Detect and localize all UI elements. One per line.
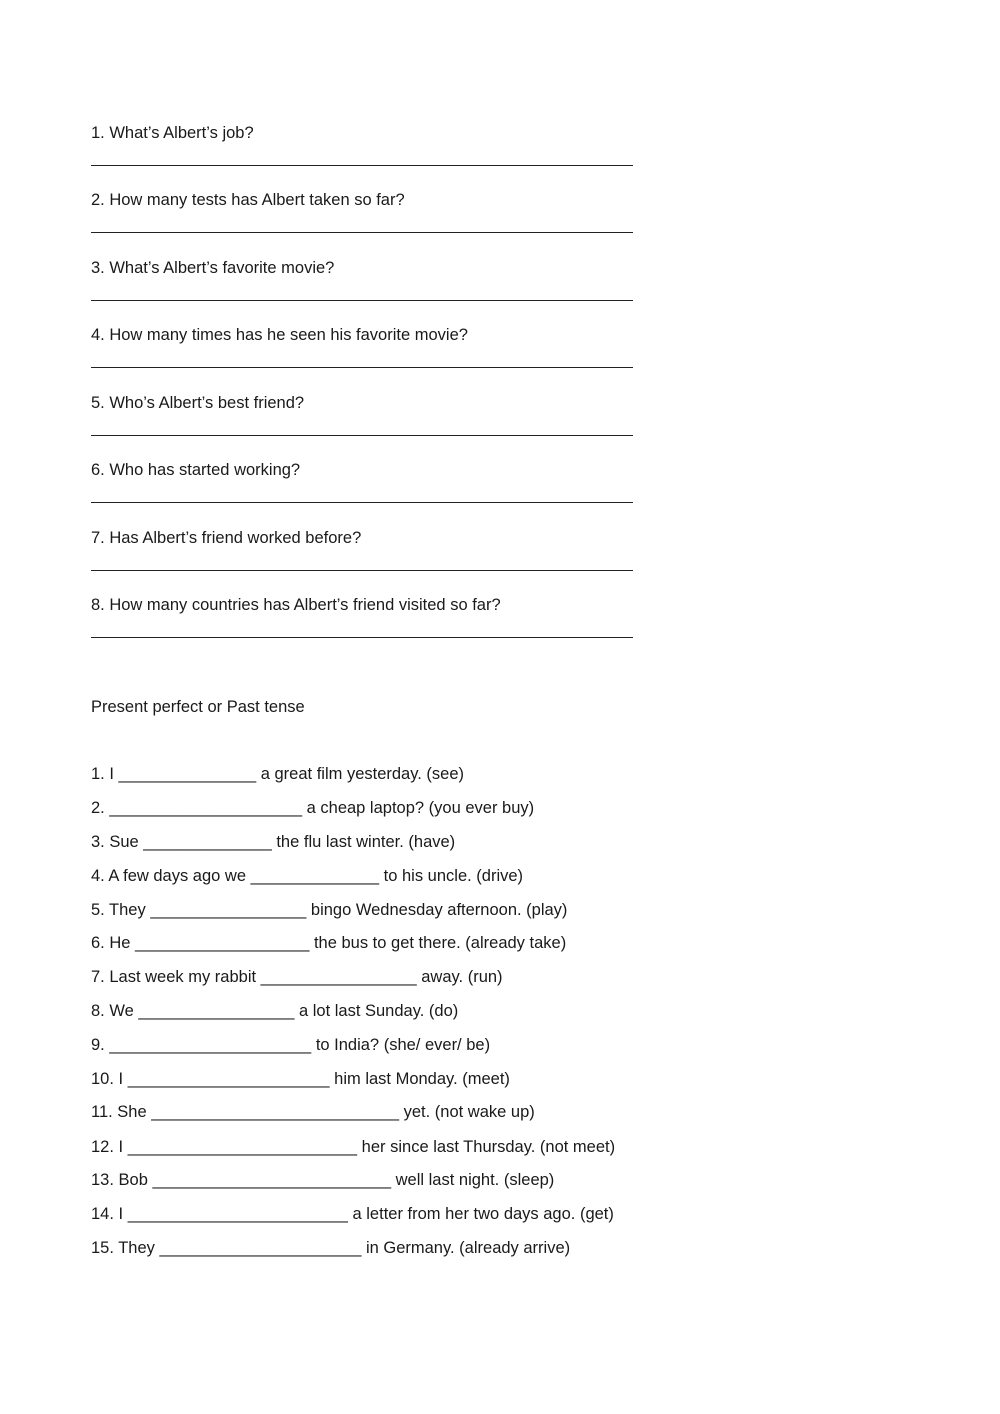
question-text: 8. How many countries has Albert’s friend visited so far? xyxy=(91,596,501,614)
question-text: 3. What’s Albert’s favorite movie? xyxy=(91,259,335,277)
exercise-item-12: 12. I _________________________ her since last Thursday. (not meet) xyxy=(91,1138,616,1156)
question-text: 1. What’s Albert’s job? xyxy=(91,124,254,142)
exercise-item-6: 6. He ___________________ the bus to get there. (already take) xyxy=(91,934,567,952)
exercise-item-14: 14. I ________________________ a letter from her two days ago. (get) xyxy=(91,1205,614,1223)
question-text: 2. How many tests has Albert taken so far? xyxy=(91,191,405,209)
answer-line[interactable] xyxy=(91,502,633,503)
exercise-item-10: 10. I ______________________ him last Monday. (meet) xyxy=(91,1070,510,1088)
exercise-item-5: 5. They _________________ bingo Wednesday afternoon. (play) xyxy=(91,901,568,919)
question-3 xyxy=(91,258,651,278)
answer-line[interactable] xyxy=(91,165,633,166)
question-4 xyxy=(91,325,651,345)
question-text: 6. Who has started working? xyxy=(91,461,301,479)
answer-line[interactable] xyxy=(91,367,633,368)
question-5 xyxy=(91,393,651,413)
question-8 xyxy=(91,595,651,615)
answer-line[interactable] xyxy=(91,300,633,301)
question-text: 4. How many times has he seen his favorite movie? xyxy=(91,326,468,344)
exercise-item-3: 3. Sue ______________ the flu last winter. (have) xyxy=(91,833,456,851)
exercise-item-2: 2. _____________________ a cheap laptop? (you ever buy) xyxy=(91,799,535,817)
question-7 xyxy=(91,528,651,548)
worksheet-page xyxy=(91,0,691,1414)
answer-line[interactable] xyxy=(91,637,633,638)
exercise-item-9: 9. ______________________ to India? (she/ ever/ be) xyxy=(91,1036,491,1054)
answer-line[interactable] xyxy=(91,232,633,233)
exercise-item-1: 1. I _______________ a great film yesterday. (see) xyxy=(91,765,465,783)
answer-line[interactable] xyxy=(91,435,633,436)
question-1 xyxy=(91,123,651,143)
question-6 xyxy=(91,460,651,480)
exercise-item-7: 7. Last week my rabbit _________________ away. (run) xyxy=(91,968,503,986)
exercise-item-15: 15. They ______________________ in Germany. (already arrive) xyxy=(91,1239,571,1257)
exercise-item-11: 11. She ___________________________ yet. (not wake up) xyxy=(91,1103,535,1121)
question-2 xyxy=(91,190,651,210)
exercise-item-4: 4. A few days ago we ______________ to his uncle. (drive) xyxy=(91,867,524,885)
question-text: 7. Has Albert’s friend worked before? xyxy=(91,529,362,547)
question-text: 5. Who’s Albert’s best friend? xyxy=(91,394,305,412)
exercise-item-8: 8. We _________________ a lot last Sunday. (do) xyxy=(91,1002,459,1020)
exercise-item-13: 13. Bob __________________________ well last night. (sleep) xyxy=(91,1171,555,1189)
section-title: Present perfect or Past tense xyxy=(91,698,305,716)
answer-line[interactable] xyxy=(91,570,633,571)
